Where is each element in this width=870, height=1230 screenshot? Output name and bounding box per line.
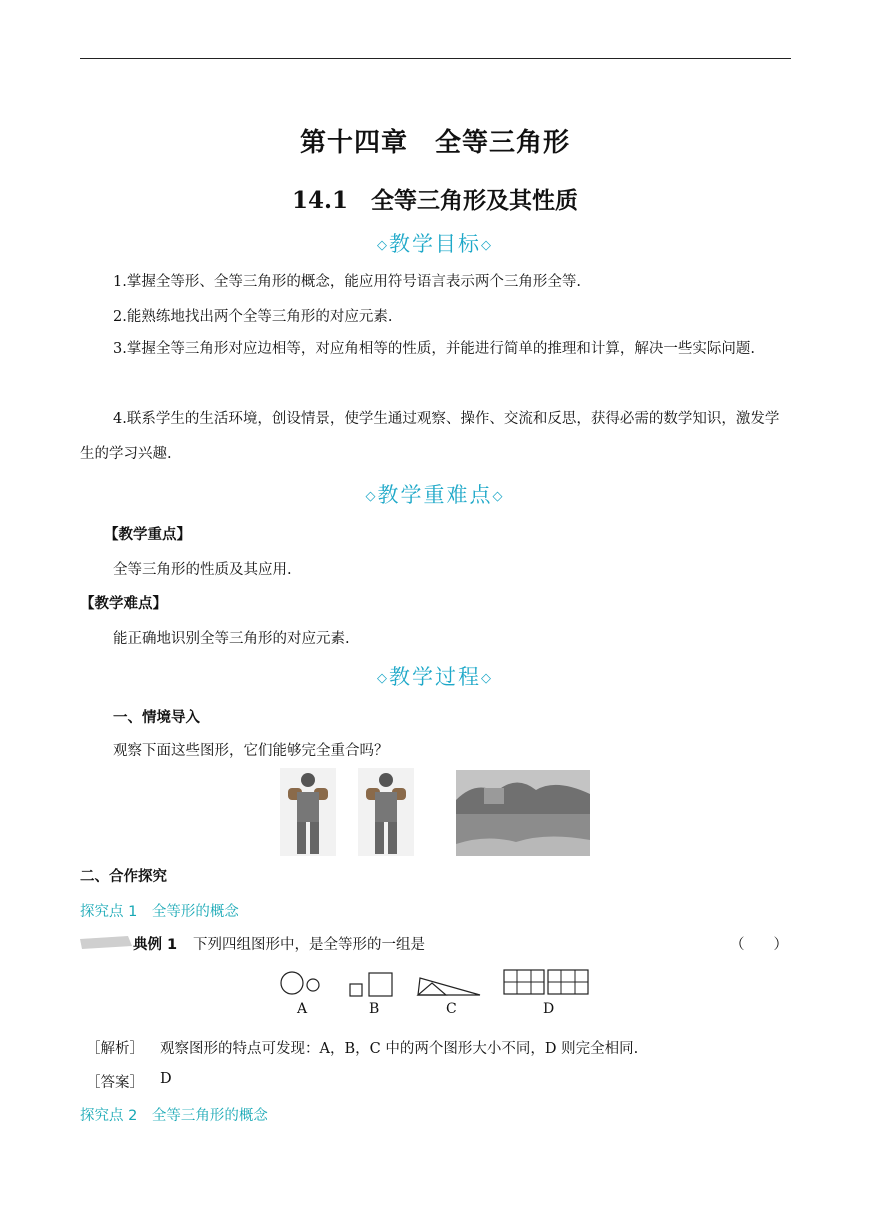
- diamond-icon: ◇: [365, 489, 378, 504]
- option-a-label: A: [297, 1001, 308, 1017]
- focus-text: 全等三角形的性质及其应用.: [113, 562, 292, 578]
- diamond-icon: ◇: [492, 489, 505, 504]
- option-d-label: D: [543, 1001, 555, 1017]
- process-heading-text: 教学过程: [389, 665, 481, 689]
- analysis-text: 观察图形的特点可发现：A，B，C 中的两个图形大小不同，D 则完全相同.: [160, 1041, 639, 1057]
- example-label: 典例 1: [133, 937, 178, 953]
- keypoints-heading: [0, 479, 870, 509]
- part1-text: 观察下面这些图形，它们能够完全重合吗？: [113, 743, 389, 759]
- goal-item: 1.掌握全等形、全等三角形的概念，能应用符号语言表示两个三角形全等.: [113, 274, 581, 290]
- landscape-photo: [456, 770, 590, 856]
- chapter-title: 第十四章 全等三角形: [299, 128, 570, 158]
- process-heading: [0, 661, 870, 691]
- header-rule: [80, 58, 791, 59]
- focus-label: 【教学重点】: [104, 527, 191, 543]
- keypoints-heading-text: 教学重难点: [377, 483, 493, 507]
- goal-item: 2.能熟练地找出两个全等三角形的对应元素.: [113, 309, 393, 325]
- answer-label: ［答案］: [86, 1075, 144, 1091]
- answer-blank: （ ）: [730, 937, 788, 953]
- difficulty-text: 能正确地识别全等三角形的对应元素.: [113, 631, 350, 647]
- part1-title: 一、情境导入: [113, 710, 200, 726]
- goal-item: 3.掌握全等三角形对应边相等，对应角相等的性质，并能进行简单的推理和计算，解决一些实际问题.: [113, 341, 755, 357]
- option-c-label: C: [446, 1001, 457, 1017]
- option-b-label: B: [369, 1001, 380, 1017]
- goals-heading: [0, 228, 870, 258]
- option-figures: [276, 966, 596, 1004]
- difficulty-label: 【教学难点】: [80, 596, 167, 612]
- diamond-icon: ◇: [481, 238, 493, 253]
- explore-point-2: 探究点 2 全等三角形的概念: [80, 1108, 268, 1124]
- goals-heading-text: 教学目标: [389, 232, 481, 256]
- example-text: 下列四组图形中，是全等形的一组是: [193, 937, 425, 953]
- explore-point-1: 探究点 1 全等形的概念: [80, 904, 239, 920]
- goal-item: 4.联系学生的生活环境，创设情景，使学生通过观察、操作、交流和反思，获得必需的数学知识，激发学生的学习兴趣.: [80, 411, 780, 462]
- section-title: 14.1 全等三角形及其性质: [291, 187, 579, 214]
- analysis-label: ［解析］: [86, 1041, 144, 1057]
- answer-text: D: [160, 1071, 172, 1087]
- player-photo-2: [358, 768, 414, 856]
- diamond-icon: ◇: [377, 671, 389, 686]
- example-marker-icon: [80, 935, 132, 954]
- player-photo-1: [280, 768, 336, 856]
- part2-title: 二、合作探究: [80, 869, 167, 885]
- diamond-icon: ◇: [481, 671, 493, 686]
- diamond-icon: ◇: [377, 238, 389, 253]
